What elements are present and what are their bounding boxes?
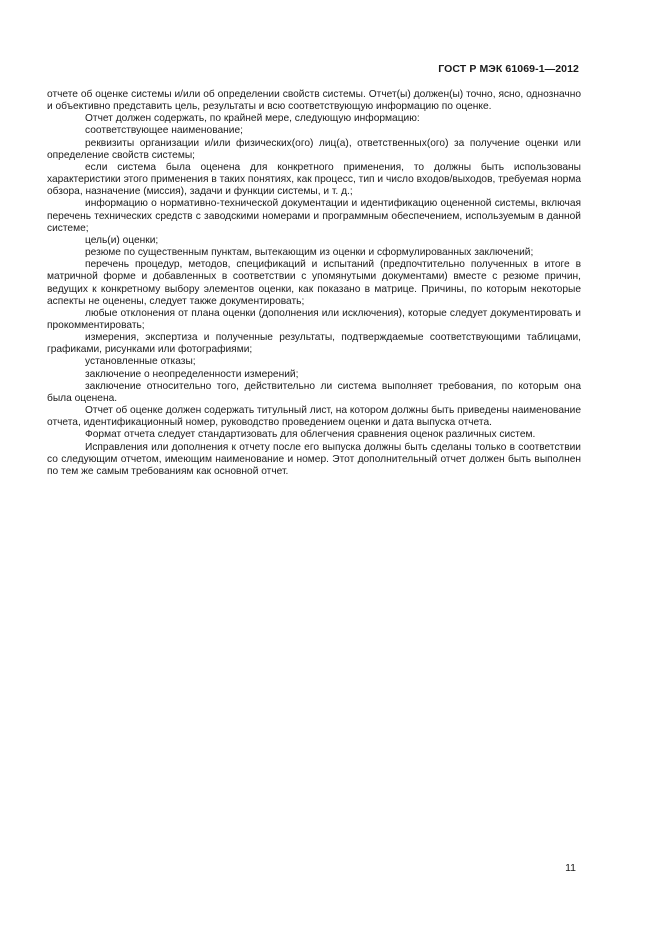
list-item: если система была оценена для конкретного применения, то должны быть использованы характеристики этого применения в таких понятиях, как процесс, тип и число входов/выходов, требуемая норма обзора, назначение (миссия), задачи и функции системы, и т. д.; — [47, 161, 581, 198]
list-item: заключение относительно того, действительно ли система выполняет требования, по которым она была оценена. — [47, 380, 581, 404]
list-item: измерения, экспертиза и полученные результаты, подтверждаемые соответствующими таблицами, графиками, рисунками или фотографиями; — [47, 332, 581, 356]
list-item: соответствующее наименование; — [85, 125, 243, 137]
document-body — [47, 89, 581, 478]
document-header: ГОСТ Р МЭК 61069-1—2012 — [438, 63, 579, 75]
page-number: 11 — [565, 862, 576, 874]
list-item: информацию о нормативно-технической документации и идентификацию оцененной системы, включая перечень технических средств с заводскими номерами и программным обеспечением, используемым в данной системе; — [47, 198, 581, 234]
paragraph: Отчет об оценке должен содержать титульный лист, на котором должны быть приведены наименование отчета, идентификационный номер, руководство проведением оценки и дата выпуска отчета. — [47, 405, 582, 429]
list-item: реквизиты организации и/или физических(ого) лиц(а), ответственных(ого) за получение оценки или определение свойств системы; — [47, 137, 581, 161]
paragraph: Отчет должен содержать, по крайней мере, следующую информацию: — [85, 113, 420, 125]
list-item: заключение о неопределенности измерений; — [85, 368, 299, 380]
list-item: резюме по существенным пунктам, вытекающим из оценки и сформулированных заключений; — [85, 247, 534, 259]
list-item: цель(и) оценки; — [85, 234, 159, 246]
list-item: перечень процедур, методов, спецификаций и испытаний (предпочтительно полученных в итоге в матричной форме и добавленных в соответствии с упомянутыми документами) вместе с резюме причин, ведущих к конкретному выбору элементов оценки, как показано в матрице. Причины, по которым некоторые аспекты не оценены, следует также документировать; — [47, 259, 581, 307]
list-item: любые отклонения от плана оценки (дополнения или исключения), которые следует документировать и прокомментировать; — [47, 307, 581, 331]
paragraph: Исправления или дополнения к отчету после его выпуска должны быть сделаны только в соответствии со следующим отчетом, имеющим наименование и номер. Этот дополнительный отчет должен быть выполнен по тем же самым требованиям как основной отчет. — [47, 441, 581, 477]
paragraph: Формат отчета следует стандартизовать для облегчения сравнения оценок различных систем. — [85, 429, 536, 441]
list-item: установленные отказы; — [85, 356, 196, 368]
paragraph: отчете об оценке системы и/или об определении свойств системы. Отчет(ы) должен(ы) точно, ясно, однозначно и объективно представить цель, результаты и всю соответствующую информацию по оценке. — [47, 89, 581, 113]
